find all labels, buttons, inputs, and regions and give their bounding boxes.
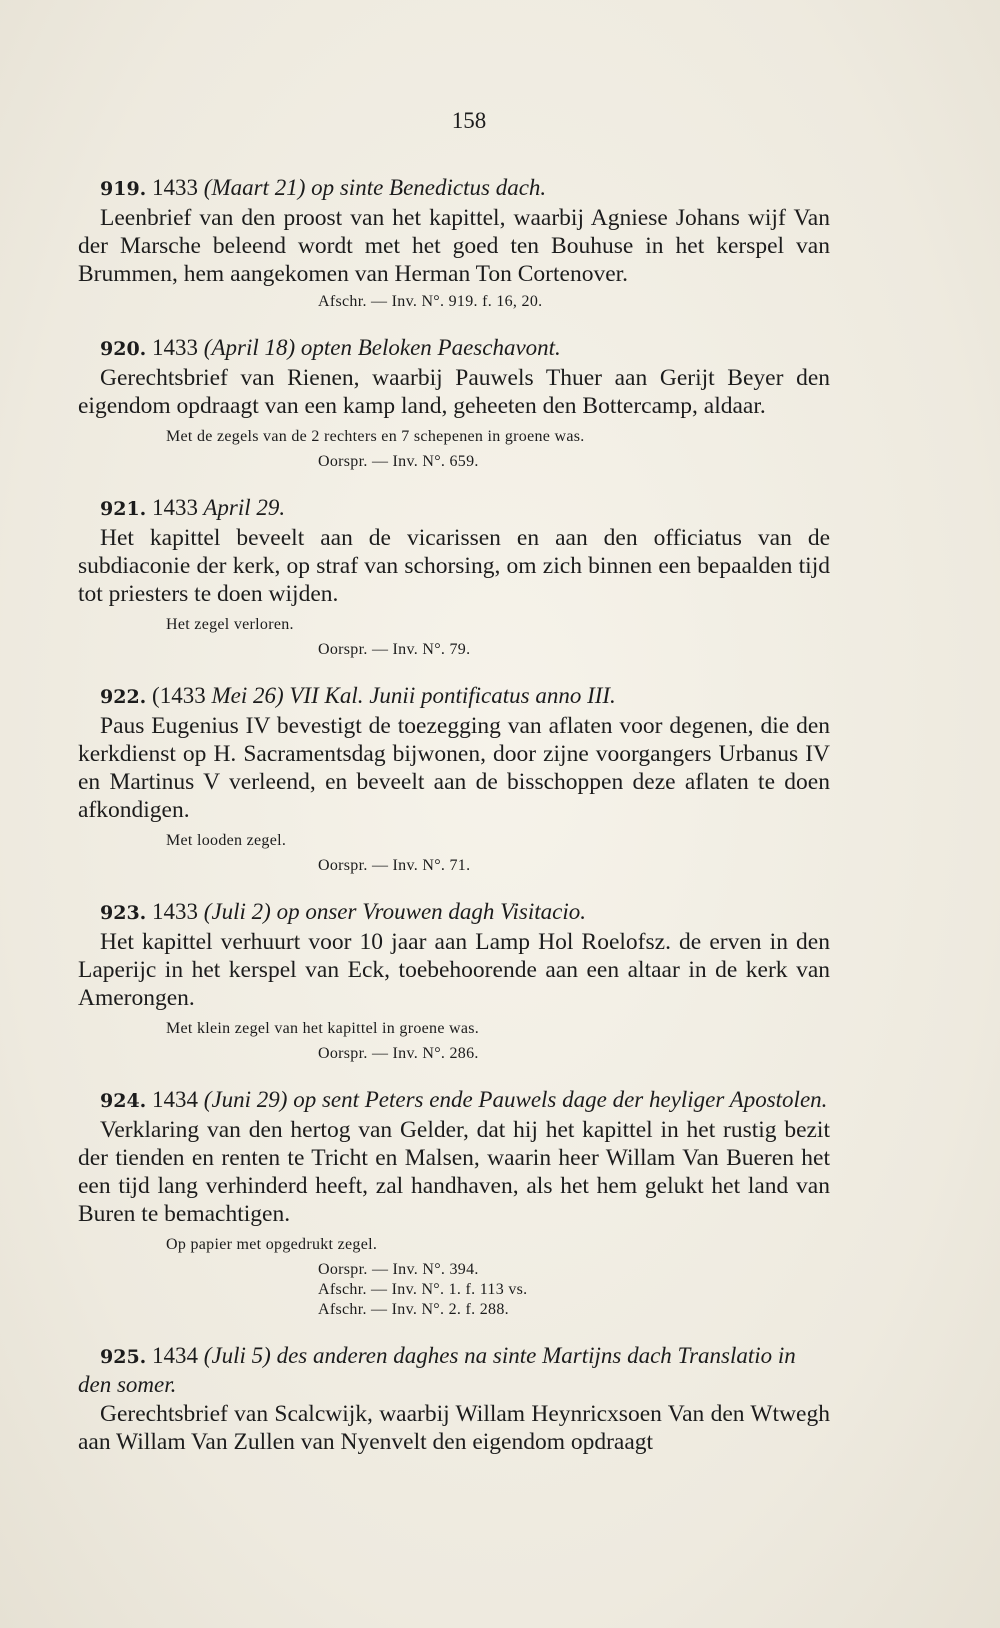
entry-body: Leenbrief van den proost van het kapittel, waarbij Agniese Johans wijf Van der Marsche beleend wordt met het goed ten Bouhuse in het kerspel van Brummen, hem aangekomen van Herman Ton Cortenover.: [78, 205, 830, 287]
entry: [78, 898, 830, 1064]
entry-heading: [78, 682, 830, 711]
document-page: [78, 108, 830, 1478]
entry-heading: [78, 1342, 830, 1399]
entry-number: 919.: [100, 178, 147, 200]
entry-reference: Oorspr. — Inv. N°. 71.: [318, 857, 471, 874]
entry-body: Verklaring van den hertog van Gelder, dat hij het kapittel in het rustig bezit der tienden en renten te Tricht en Malsen, waarin heer Willam Van Bueren het een tijd lang verhinderd heeft, zal handhaven, als het hem gelukt het land van Buren te bemachtigen.: [78, 1117, 830, 1227]
entry-date: 1433 (Maart 21) op sinte Benedictus dach.: [152, 175, 547, 200]
entry-references: [78, 856, 830, 876]
entry-heading: [78, 1086, 830, 1115]
entry-reference: Afschr. — Inv. N°. 1. f. 113 vs.: [318, 1281, 528, 1298]
entry-reference: Oorspr. — Inv. N°. 659.: [318, 453, 479, 470]
page-number: 158: [451, 108, 487, 133]
entry: [78, 682, 830, 876]
entry-references: [78, 1044, 830, 1064]
entry-references: [78, 640, 830, 660]
entry-references: [78, 292, 830, 312]
entries-list: [78, 174, 830, 1456]
entry-body: Gerechtsbrief van Rienen, waarbij Pauwels Thuer aan Gerijt Beyer den eigendom opdraagt van een kamp land, geheeten den Bottercamp, aldaar.: [78, 365, 830, 419]
entry: [78, 494, 830, 660]
entry-reference: Oorspr. — Inv. N°. 79.: [318, 641, 471, 658]
entry-body: Gerechtsbrief van Scalcwijk, waarbij Willam Heynricxsoen Van den Wtwegh aan Willam Van Zullen van Nyenvelt den eigendom opdraagt: [78, 1401, 830, 1455]
entry-number: 925.: [100, 1346, 147, 1368]
entry-date: 1434 (Juni 29) op sent Peters ende Pauwels dage der heyliger Apostolen.: [152, 1087, 828, 1112]
entry-seal-note: Met looden zegel.: [166, 832, 287, 849]
entry-body: Het kapittel verhuurt voor 10 jaar aan Lamp Hol Roelofsz. de erven in den Laperijc in het kerspel van Eck, toebehoorende aan een altaar in de kerk van Amerongen.: [78, 929, 830, 1011]
entry: [78, 334, 830, 472]
entry-number: 924.: [100, 1090, 147, 1112]
entry: [78, 174, 830, 312]
entry-number: 922.: [100, 686, 147, 708]
entry-heading: [78, 334, 830, 363]
entry-seal-note: Op papier met opgedrukt zegel.: [166, 1236, 378, 1253]
entry-heading: [78, 494, 830, 523]
entry-heading: [78, 898, 830, 927]
entry-number: 923.: [100, 902, 147, 924]
entry-date: 1433 (Juli 2) op onser Vrouwen dagh Visitacio.: [152, 899, 586, 924]
entry-reference: Oorspr. — Inv. N°. 286.: [318, 1045, 479, 1062]
entry-seal-note: Met klein zegel van het kapittel in groene was.: [166, 1020, 480, 1037]
entry-body: Het kapittel beveelt aan de vicarissen en aan den officiatus van de subdiaconie der kerk, op straf van schorsing, om zich binnen een bepaalden tijd tot priesters te doen wijden.: [78, 525, 830, 607]
entry-references: [78, 1260, 830, 1320]
entry-seal-note: Met de zegels van de 2 rechters en 7 schepenen in groene was.: [166, 428, 585, 445]
entry-date: 1434 (Juli 5) des anderen daghes na sinte Martijns dach Translatio in den somer.: [78, 1343, 796, 1397]
entry-body: Paus Eugenius IV bevestigt de toezegging van aflaten voor degenen, die den kerkdienst op H. Sacramentsdag bijwonen, door zijne voorgangers Urbanus IV en Martinus V verleend, en beveelt aan de bisschoppen deze aflaten te doen afkondigen.: [78, 713, 830, 823]
entry-reference: Oorspr. — Inv. N°. 394.: [318, 1261, 479, 1278]
entry-reference: Afschr. — Inv. N°. 2. f. 288.: [318, 1301, 509, 1318]
entry-references: [78, 452, 830, 472]
entry: [78, 1086, 830, 1320]
entry-date: 1433 April 29.: [152, 495, 286, 520]
entry-number: 920.: [100, 338, 147, 360]
entry: [78, 1342, 830, 1456]
entry-seal-note: Het zegel verloren.: [166, 616, 294, 633]
entry-reference: Afschr. — Inv. N°. 919. f. 16, 20.: [318, 293, 543, 310]
entry-number: 921.: [100, 498, 147, 520]
entry-heading: [78, 174, 830, 203]
entry-date: 1433 (April 18) opten Beloken Paeschavont.: [152, 335, 561, 360]
entry-date: (1433 Mei 26) VII Kal. Junii pontificatus anno III.: [152, 683, 616, 708]
